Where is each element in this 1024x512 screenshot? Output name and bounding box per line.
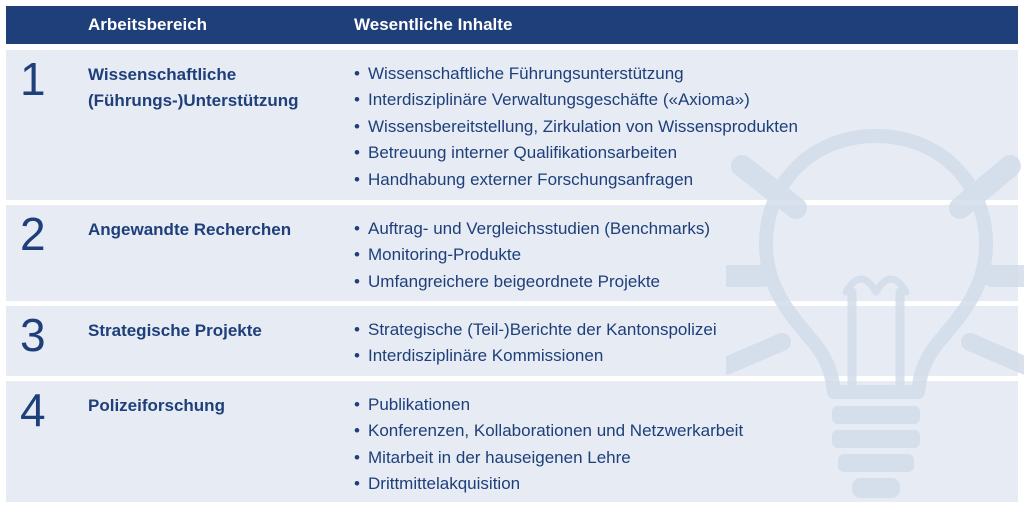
- area-title-line: (Führungs-)Unterstützung: [88, 91, 299, 110]
- row-content-list: [354, 392, 743, 498]
- list-item: [354, 114, 798, 140]
- area-title-line: Angewandte Recherchen: [88, 220, 292, 239]
- area-title-line: Wissenschaftliche: [88, 65, 237, 84]
- list-item-text: Monitoring-Produkte: [368, 245, 522, 265]
- work-areas-table: [6, 6, 1018, 502]
- header-wesentliche-inhalte: Wesentliche Inhalte: [354, 15, 513, 34]
- table-row: [6, 50, 1018, 200]
- header-arbeitsbereich: Arbeitsbereich: [88, 15, 208, 34]
- row-content-list: [354, 317, 717, 370]
- bullet-icon: •: [354, 346, 360, 366]
- bullet-icon: •: [354, 474, 360, 494]
- row-number: 3: [20, 309, 46, 361]
- bullet-icon: •: [354, 395, 360, 414]
- list-item-text: Konferenzen, Kollaborationen und Netzwerkarbeit: [368, 421, 744, 441]
- table-row: [6, 381, 1018, 502]
- bullet-icon: •: [354, 116, 360, 136]
- list-item: [354, 317, 717, 343]
- list-item-text: Auftrag- und Vergleichsstudien (Benchmarks): [368, 219, 711, 238]
- table-header: [6, 6, 1018, 44]
- row-number: 1: [20, 53, 46, 105]
- row-area-title: [88, 62, 338, 114]
- row-number: 2: [20, 208, 46, 260]
- row-area-title: [88, 318, 338, 344]
- list-item-text: Interdisziplinäre Kommissionen: [368, 346, 604, 366]
- list-item: [354, 418, 743, 444]
- list-item-text: Drittmittelakquisition: [368, 474, 521, 494]
- list-item-text: Mitarbeit in der hauseigenen Lehre: [368, 447, 631, 467]
- list-item: [354, 269, 710, 295]
- bullet-icon: •: [354, 219, 360, 238]
- list-item-text: Wissensbereitstellung, Zirkulation von Wissensprodukten: [368, 116, 798, 136]
- list-item-text: Wissenschaftliche Führungsunterstützung: [368, 64, 684, 83]
- list-item: [354, 167, 798, 193]
- list-item: [354, 140, 798, 166]
- list-item: [354, 216, 710, 242]
- list-item: [354, 343, 717, 369]
- table-row: [6, 306, 1018, 376]
- row-content-list: [354, 216, 710, 295]
- bullet-icon: •: [354, 64, 360, 83]
- bullet-icon: •: [354, 447, 360, 467]
- bullet-icon: •: [354, 320, 360, 339]
- bullet-icon: •: [354, 90, 360, 110]
- row-number: 4: [20, 384, 46, 436]
- row-area-title: [88, 217, 338, 243]
- list-item-text: Betreuung interner Qualifikationsarbeiten: [368, 143, 678, 163]
- bullet-icon: •: [354, 245, 360, 265]
- list-item: [354, 242, 710, 268]
- row-area-title: [88, 393, 338, 419]
- bullet-icon: •: [354, 169, 360, 189]
- list-item: [354, 445, 743, 471]
- bullet-icon: •: [354, 143, 360, 163]
- list-item: [354, 471, 743, 497]
- table-row: [6, 205, 1018, 301]
- list-item-text: Publikationen: [368, 395, 471, 414]
- list-item-text: Interdisziplinäre Verwaltungsgeschäfte («Axioma»): [368, 90, 750, 110]
- row-content-list: [354, 61, 798, 193]
- list-item: [354, 87, 798, 113]
- list-item: [354, 61, 798, 87]
- list-item-text: Handhabung externer Forschungsanfragen: [368, 169, 694, 189]
- bullet-icon: •: [354, 421, 360, 441]
- area-title-line: Strategische Projekte: [88, 321, 262, 340]
- area-title-line: Polizeiforschung: [88, 396, 225, 415]
- list-item-text: Strategische (Teil-)Berichte der Kantonspolizei: [368, 320, 717, 339]
- bullet-icon: •: [354, 271, 360, 291]
- list-item-text: Umfangreichere beigeordnete Projekte: [368, 271, 661, 291]
- list-item: [354, 392, 743, 418]
